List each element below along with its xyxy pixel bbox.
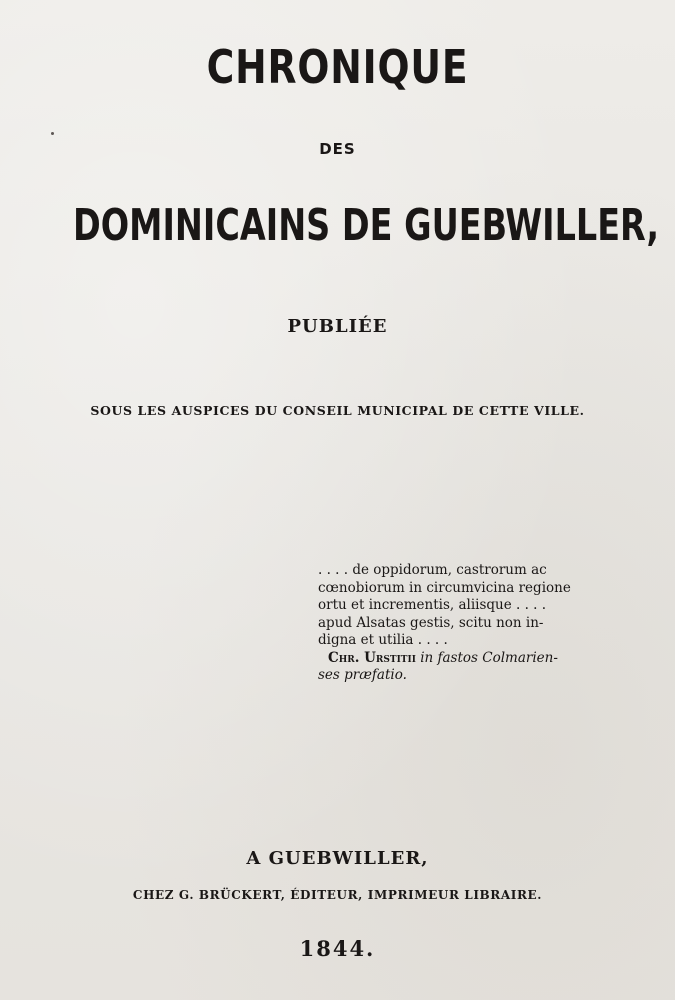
book-title-main: CHRONIQUE [206,40,469,94]
epigraph-author: Chr. Urstitii [328,649,416,666]
epigraph-line: ortu et incrementis, aliisque . . . . [318,597,547,613]
book-title-connector: DES [319,140,356,158]
auspices-line: SOUS LES AUSPICES DU CONSEIL MUNICIPAL DE CETTE VILLE. [90,403,585,418]
ink-speck [51,132,54,135]
epigraph-work: in fastos Colmarien- [420,649,558,666]
latin-epigraph [318,562,612,685]
epigraph-line: digna et utilia . . . . [318,632,448,648]
imprint-publisher: CHEZ G. BRÜCKERT, ÉDITEUR, IMPRIMEUR LIBRAIRE. [132,888,543,902]
epigraph-line: . . . . de oppidorum, castrorum ac [318,562,547,578]
epigraph-attribution [318,650,612,668]
epigraph-line: cœnobiorum in circumvicina regione [318,579,571,596]
published-label: PUBLIÉE [287,316,388,337]
imprint-year: 1844. [299,936,376,961]
imprint-place: A GUEBWILLER, [246,848,429,869]
book-title-subject: DOMINICAINS DE GUEBWILLER, [73,200,660,251]
epigraph-work-continued: ses præfatio. [318,667,407,683]
epigraph-line: apud Alsatas gestis, scitu non in- [318,614,544,631]
